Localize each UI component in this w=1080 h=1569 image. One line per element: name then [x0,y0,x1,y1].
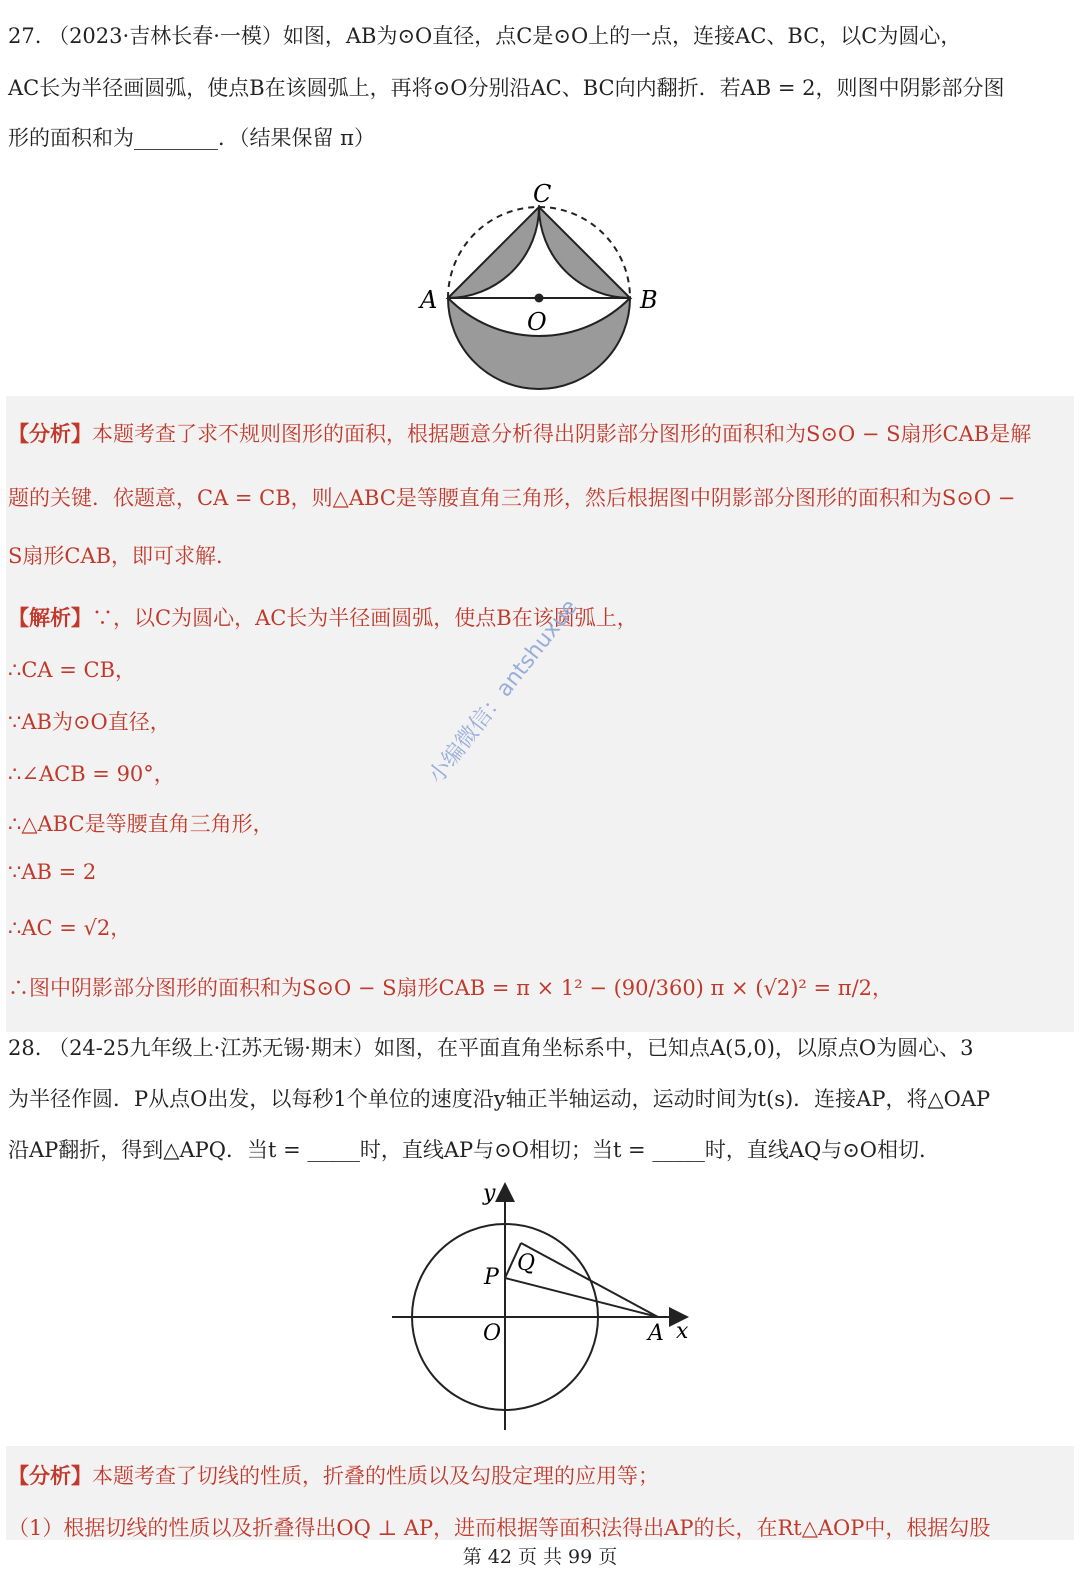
q28-analysis-2: （1）根据切线的性质以及折叠得出OQ ⊥ AP，进而根据等面积法得出AP的长，在Rt△AOP中，根据勾股 [8,1516,991,1540]
q27-solution-3: ∵AB为⊙O直径， [8,710,171,734]
q27-line-1: 27. （2023·吉林长春·一模）如图，AB为⊙O直径，点C是⊙O上的一点，连接AC、BC，以C为圆心， [8,24,962,48]
q27-analysis-tag: 【分析】 [8,421,92,446]
q27-solution-8: ∴图中阴影部分图形的面积和为S⊙O − S扇形CAB = π × 1² − (90/360) π × (√2)² = π/2， [8,976,894,1000]
q27-solution-5: ∴△ABC是等腰直角三角形， [8,812,274,836]
q27-center-dot [535,294,544,303]
q28-label-a: A [648,1321,664,1346]
q28-line-1: 28. （24-25九年级上·江苏无锡·期末）如图，在平面直角坐标系中，已知点A(5,0)，以原点O为圆心、3 [8,1036,974,1060]
q27-label-c: C [533,180,552,208]
page-footer: 第 42 页 共 99 页 [462,1546,618,1568]
q28-analysis-1 [8,1460,659,1490]
q27-solution-tag: 【解析】 [8,605,92,630]
q27-analysis-1 [8,418,1031,448]
q27-label-o: O [527,308,547,336]
q28-segment-qa [521,1243,658,1317]
q28-figure [380,1180,700,1435]
q27-analysis-text-1: 本题考查了求不规则图形的面积，根据题意分析得出阴影部分图形的面积和为S⊙O − S扇形CAB是解 [92,422,1032,446]
q28-segment-pa [505,1278,658,1317]
q28-line-2: 为半径作圆．P从点O出发，以每秒1个单位的速度沿y轴正半轴运动，运动时间为t(s)．连接AP，将△OAP [8,1087,991,1111]
q28-label-q: Q [517,1251,536,1276]
q28-label-p: P [484,1265,499,1290]
q27-label-a: A [420,286,438,314]
q27-analysis-3: S扇形CAB，即可求解． [8,544,238,568]
q27-left-shade [448,207,539,298]
q27-solution-7: ∴AC = √2， [8,916,132,940]
q27-solution-text-1: ∵，以C为圆心，AC长为半径画圆弧，使点B在该圆弧上， [92,606,638,630]
q27-solution-6: ∵AB = 2 [8,860,97,884]
q28-analysis-text-1: 本题考查了切线的性质，折叠的性质以及勾股定理的应用等； [92,1464,659,1488]
q27-analysis-2: 题的关键．依题意，CA = CB，则△ABC是等腰直角三角形，然后根据图中阴影部分图形的面积和为S⊙O − [8,486,1016,510]
q27-figure [400,170,680,395]
q27-right-shade [539,207,630,298]
watermark: 小编微信：antshuxue [423,595,583,789]
q28-analysis-tag: 【分析】 [8,1463,92,1488]
q27-line-3: 形的面积和为________．（结果保留 π） [8,126,375,150]
q28-label-o: O [483,1321,502,1346]
q27-label-b: B [640,286,658,314]
q28-label-x: x [676,1319,689,1344]
q28-label-y: y [483,1181,496,1206]
q27-solution-4: ∴∠ACB = 90°， [8,762,175,786]
q28-line-3: 沿AP翻折，得到△APQ．当t = _____时，直线AP与⊙O相切；当t = _____时，直线AQ与⊙O相切． [8,1138,941,1162]
q27-solution-2: ∴CA = CB， [8,658,137,682]
q27-line-2: AC长为半径画圆弧，使点B在该圆弧上，再将⊙O分别沿AC、BC向内翻折．若AB = 2，则图中阴影部分图 [8,76,1005,100]
